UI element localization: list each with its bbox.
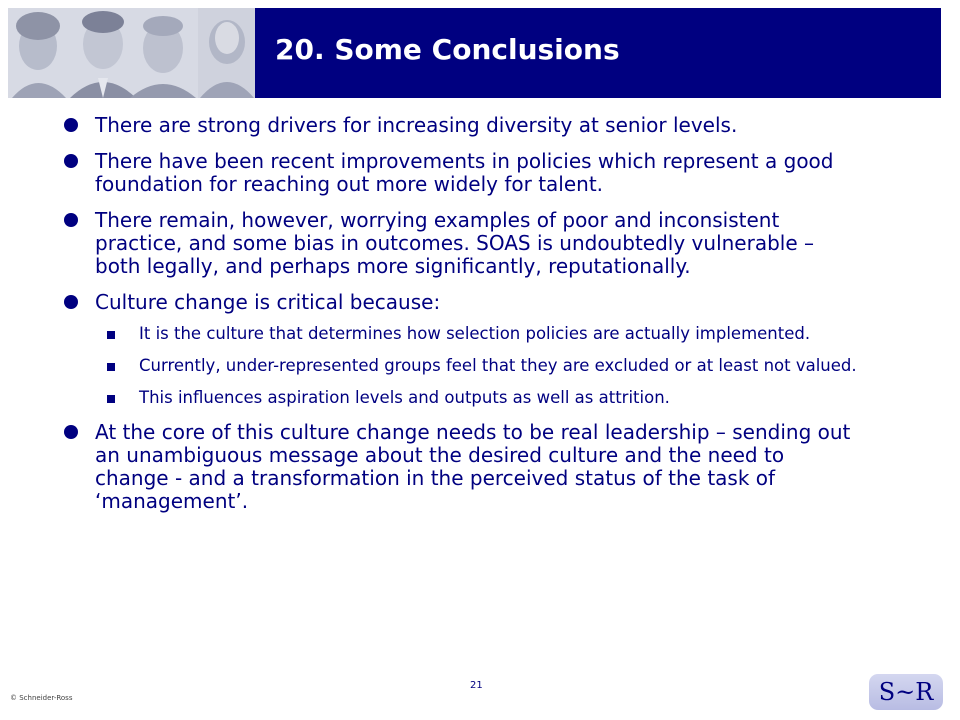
- bullet-item: [64, 421, 864, 513]
- logo-text: S~R: [878, 678, 934, 706]
- square-bullet-icon: [107, 363, 115, 371]
- bullet-text: There remain, however, worrying examples of poor and inconsistent practice, and some bias in outcomes. SOAS is undoubtedly vulnerable – both legally, and perhaps more significantly, reputationally.: [95, 208, 814, 278]
- bullet-text: There have been recent improvements in policies which represent a good foundation for reaching out more widely for talent.: [95, 149, 834, 196]
- bullet-dot-icon: [64, 425, 78, 439]
- sub-bullet-text: It is the culture that determines how selection policies are actually implemented.: [139, 324, 811, 343]
- bullet-dot-icon: [64, 118, 78, 132]
- title-bar: [255, 8, 941, 98]
- bullet-item: [64, 291, 864, 314]
- sub-bullet-item: [64, 388, 864, 407]
- sub-bullet-text: This influences aspiration levels and outputs as well as attrition.: [139, 388, 670, 407]
- bullet-text: There are strong drivers for increasing diversity at senior levels.: [95, 113, 738, 137]
- sub-bullet-item: [64, 356, 864, 375]
- bullet-text: At the core of this culture change needs to be real leadership – sending out an unambiguous message about the desired culture and the need to change - and a transformation in the perceived status of the task of ‘management’.: [95, 420, 851, 513]
- slide-title: 20. Some Conclusions: [275, 33, 620, 66]
- bullet-dot-icon: [64, 295, 78, 309]
- sub-bullet-item: [64, 324, 864, 343]
- page-number: 21: [470, 680, 483, 691]
- bullet-dot-icon: [64, 154, 78, 168]
- copyright-text: © Schneider-Ross: [10, 694, 73, 702]
- header-photos: [8, 8, 255, 98]
- group-photo: [8, 8, 198, 98]
- bullet-item: [64, 209, 864, 278]
- slide-content: [64, 114, 864, 513]
- bullet-item: [64, 150, 864, 196]
- sub-bullet-text: Currently, under-represented groups feel that they are excluded or at least not valued.: [139, 356, 857, 375]
- company-logo: [869, 674, 943, 710]
- woman-photo: [198, 8, 255, 98]
- bullet-item: [64, 114, 864, 137]
- bullet-text: Culture change is critical because:: [95, 290, 441, 314]
- square-bullet-icon: [107, 331, 115, 339]
- square-bullet-icon: [107, 395, 115, 403]
- bullet-dot-icon: [64, 213, 78, 227]
